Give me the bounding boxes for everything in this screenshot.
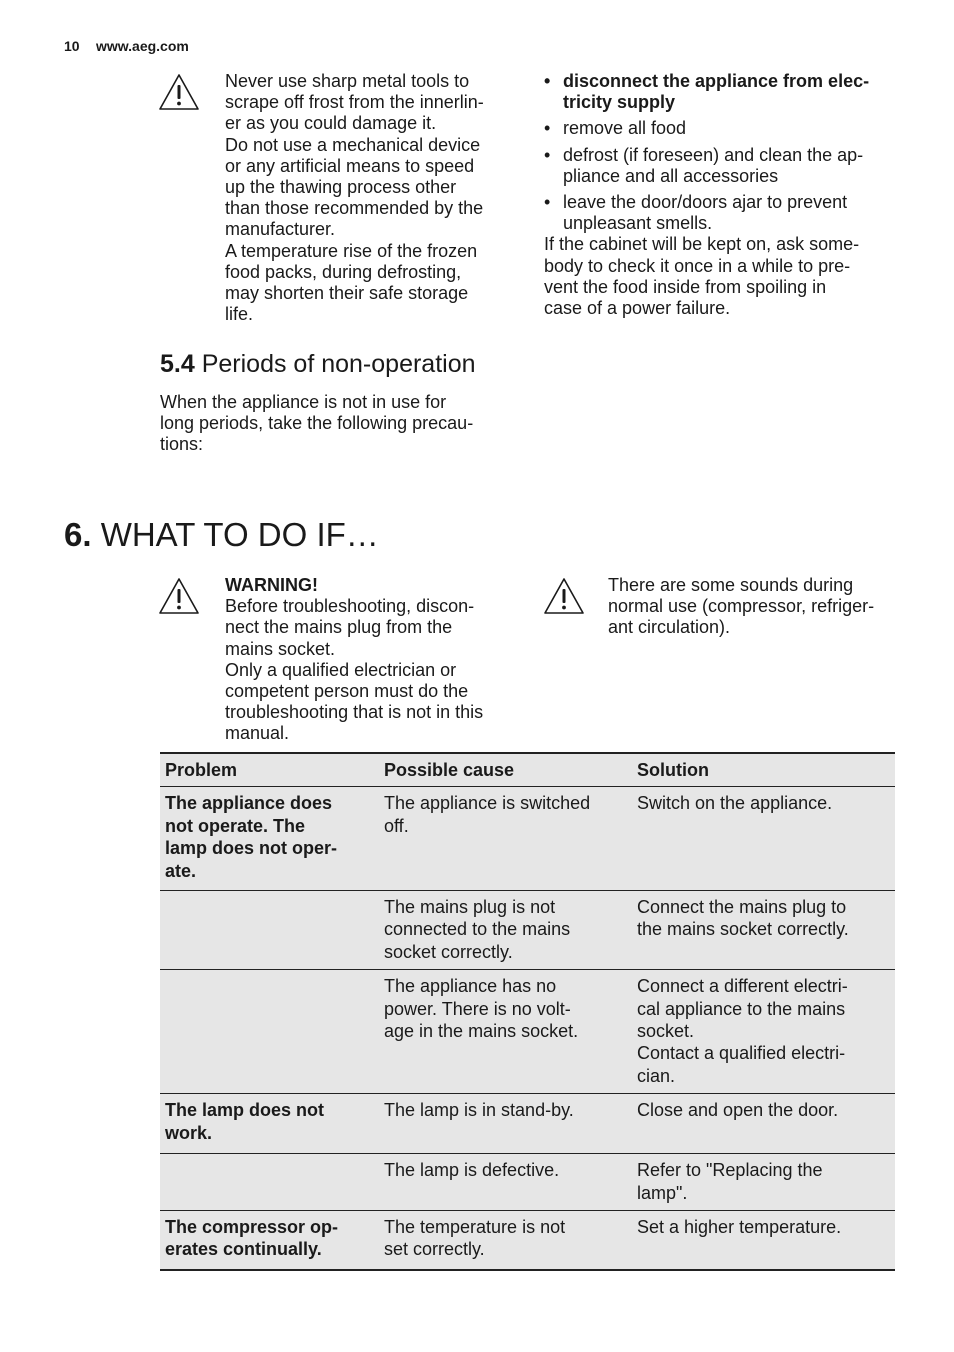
table-row — [160, 970, 895, 1094]
cause-cell: The lamp is in stand-by. — [379, 1094, 632, 1154]
solution-cell: Connect the mains plug to the mains socket correctly. — [632, 891, 895, 970]
solution-cell: Close and open the door. — [632, 1094, 895, 1154]
column-header-cause: Possible cause — [379, 753, 632, 787]
warning-heading: WARNING! — [225, 575, 318, 595]
sounds-note: There are some sounds during normal use (compressor, refriger- ant circulation). — [608, 575, 875, 638]
cause-cell: The lamp is defective. — [379, 1154, 632, 1211]
warning-triangle-icon — [158, 577, 200, 615]
frost-warning-text: Never use sharp metal tools to scrape off frost from the innerlin- er as you could damage it. Do not use a mechanical device or any artificial means to speed up the thawing process other than those recommended by the manufacturer. A temperature rise of the frozen food packs, during defrosting, may shorten their safe storage life. — [225, 71, 484, 325]
section-6-number: 6. — [64, 516, 92, 553]
column-header-solution: Solution — [632, 753, 895, 787]
non-operation-precautions — [544, 71, 904, 319]
section-6-title: WHAT TO DO IF… — [100, 516, 379, 553]
cause-cell: The appliance has no power. There is no volt- age in the mains socket. — [379, 970, 632, 1094]
solution-cell: Connect a different electri- cal appliance to the mains socket. Contact a qualified electri- cian. — [632, 970, 895, 1094]
page-number: 10 — [64, 38, 80, 54]
list-item: • leave the door/doors ajar to prevent unpleasant smells. — [544, 192, 904, 234]
list-item: • disconnect the appliance from elec- tricity supply — [544, 71, 904, 113]
table-row — [160, 1094, 895, 1154]
problem-cell: The appliance does not operate. The lamp does not oper- ate. — [160, 787, 379, 891]
precaution-list — [544, 71, 904, 234]
warning-triangle-icon — [158, 73, 200, 111]
cause-cell: The temperature is not set correctly. — [379, 1210, 632, 1269]
problem-cell — [160, 970, 379, 1094]
warning-triangle-icon — [543, 577, 585, 615]
list-item: • defrost (if foreseen) and clean the ap- pliance and all accessories — [544, 145, 904, 187]
cause-cell: The appliance is switched off. — [379, 787, 632, 891]
column-header-problem: Problem — [160, 753, 379, 787]
problem-cell — [160, 1154, 379, 1211]
table-row — [160, 1210, 895, 1269]
table-row — [160, 891, 895, 970]
section-5-4-intro: When the appliance is not in use for long periods, take the following precau- tions: — [160, 392, 474, 455]
website-link[interactable]: www.aeg.com — [96, 38, 189, 54]
power-failure-note: If the cabinet will be kept on, ask some- body to check it once in a while to pre- vent the food inside from spoiling in case of a power failure. — [544, 234, 860, 319]
table-header-row — [160, 753, 895, 787]
solution-cell: Set a higher temperature. — [632, 1210, 895, 1269]
solution-cell: Refer to "Replacing the lamp". — [632, 1154, 895, 1211]
problem-cell: The compressor op- erates continually. — [160, 1210, 379, 1269]
table-row — [160, 1154, 895, 1211]
table-row — [160, 787, 895, 891]
cause-cell: The mains plug is not connected to the mains socket correctly. — [379, 891, 632, 970]
section-5-4-title: Periods of non-operation — [201, 350, 476, 378]
troubleshooting-table — [160, 752, 895, 1271]
list-item: • remove all food — [544, 118, 904, 139]
problem-cell: The lamp does not work. — [160, 1094, 379, 1154]
warning-text: Before troubleshooting, discon- nect the mains plug from the mains socket. Only a qualified electrician or competent person must do the troubleshooting that is not in this manual. — [225, 596, 484, 744]
solution-cell: Switch on the appliance. — [632, 787, 895, 891]
section-5-4-number: 5.4 — [160, 350, 195, 378]
problem-cell — [160, 891, 379, 970]
section-5-4-heading — [160, 350, 476, 379]
section-6-heading — [64, 516, 379, 554]
troubleshooting-warning — [225, 575, 520, 745]
